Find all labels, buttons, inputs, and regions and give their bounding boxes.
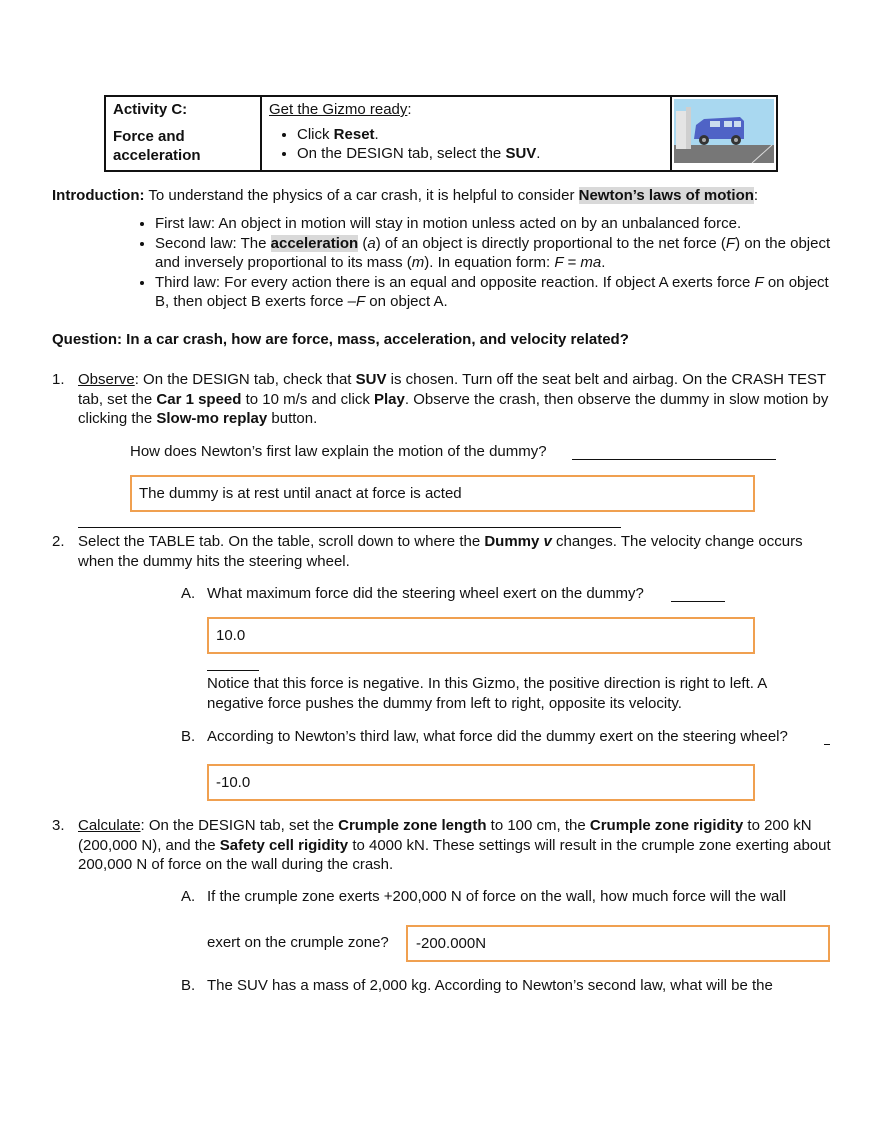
var-m: m [411,254,425,271]
bold: Slow-mo replay [156,410,268,427]
second-law [155,234,831,273]
question-text: Question: In a car crash, how are force, mass, acceleration, and velocity related? [52,331,629,348]
third-law [155,273,831,312]
activity-header-table [104,95,778,172]
activity-label: Activity C: [113,101,188,118]
law-text: ) of an object is directly proportional to the net force ( [375,234,726,252]
answer-underline [671,601,725,602]
var-f: F [754,273,764,291]
text: : On the DESIGN tab, set the [140,817,339,834]
q2b-answer-field[interactable]: -10.0 [207,764,755,801]
law-text: ) on the object and inversely proportional to its mass ( [155,234,831,271]
q3a-prompt-cont: exert on the crumple zone? [207,934,389,951]
step-text: On the DESIGN tab, select the [297,145,506,162]
answer-underline [572,459,776,460]
activity-title-cell [105,96,261,171]
text: Select the TABLE tab. On the table, scroll down to where the [78,533,485,550]
q3-label: Calculate [78,817,141,834]
answer-underline [78,527,621,528]
q3b-letter: B. [181,977,196,994]
intro-label: Introduction: [52,187,145,204]
q1-label: Observe [78,371,135,388]
q2b-prompt: According to Newton’s third law, what force did the dummy exert on the steering wheel? [207,728,788,745]
q2-number: 2. [52,533,65,550]
text: to 4000 kN. These settings will result in the crumple zone exerting about 200,000 N of force on the wall during the crash. [78,836,831,873]
law-text: on object A. [365,293,448,310]
law-text: Second law: The [155,234,271,252]
q3a-answer-field[interactable]: -200.000N [406,925,830,962]
colon: : [407,101,412,118]
q2a-prompt: What maximum force did the steering wheel exert on the dummy? [207,585,644,602]
suv-crash-image [674,99,774,163]
bold: Safety cell rigidity [219,836,349,854]
main-question [52,330,629,350]
newton-laws-list [131,214,831,312]
step-text: . [374,126,379,143]
bold-italic: v [543,533,552,550]
gizmo-ready-title: Get the Gizmo ready [269,101,408,118]
bold: Dummy [484,533,544,550]
law-text: Third law: For every action there is an equal and opposite reaction. If object A exerts force [155,273,755,291]
q3a-letter: A. [181,888,196,905]
law-text: on object B, then object B exerts force [155,273,829,310]
gizmo-ready-steps [269,125,663,163]
q2-note: Notice that this force is negative. In this Gizmo, the positive direction is right to left. A negative force pushes the dummy from left to right, opposite its velocity. [207,675,767,712]
q2a-answer-field[interactable]: 10.0 [207,617,755,654]
law-text: First law: An object in motion will stay in motion unless acted on by an unbalanced force. [155,215,742,232]
law-highlight: acceleration [270,234,359,252]
gizmo-image-cell [671,96,777,171]
step-text: . [536,145,541,162]
bold: Crumple zone rigidity [589,817,744,834]
intro-end: : [753,187,759,204]
bold: Car 1 speed [156,390,242,408]
var-a: a [367,234,376,252]
equation: F = ma [554,254,602,271]
text: changes. The velocity change occurs when the dummy hits the steering wheel. [78,533,803,570]
introduction [52,186,852,206]
answer-underline [207,670,259,671]
q2-instructions [78,532,808,571]
q2a-letter: A. [181,585,196,602]
bold: Play [374,390,405,408]
law-text: ). In equation form: [424,254,555,271]
q2b-letter: B. [181,728,196,745]
var-f: F [725,234,736,252]
law-text: ( [358,234,368,252]
step-text: Click [297,126,334,143]
step-select-suv [297,144,663,163]
text: is chosen. Turn off the seat belt and airbag. On the CRASH TEST tab, set the [78,371,826,408]
text: to 200 kN (200,000 N), and the [78,817,812,854]
text: to 10 m/s and click [241,390,374,408]
answer-underline [824,744,830,745]
intro-text: To understand the physics of a car crash, it is helpful to consider [144,187,579,204]
activity-topic: Force and acceleration [113,128,201,164]
gizmo-ready-cell [261,96,671,171]
q3-number: 3. [52,817,65,834]
step-reset [297,125,663,144]
step-bold: SUV [505,145,537,162]
bold: SUV [355,371,387,388]
q3b-prompt: The SUV has a mass of 2,000 kg. According to Newton’s second law, what will be the [207,977,773,994]
q1-answer-field[interactable]: The dummy is at rest until anact at force is acted [130,475,755,512]
q1-number: 1. [52,371,65,388]
var-neg-f: –F [347,293,366,310]
text: button. [267,410,318,427]
step-bold: Reset [333,126,375,143]
first-law [155,214,831,234]
intro-highlight: Newton’s laws of motion [578,187,754,204]
q3-instructions [78,816,833,875]
bold: Crumple zone length [338,817,487,834]
text: to 100 cm, the [486,817,590,834]
text: : On the DESIGN tab, check that [134,371,356,388]
law-text: . [601,254,606,271]
text: . Observe the crash, then observe the dummy in slow motion by clicking the [78,390,829,427]
q1-instructions [78,370,830,429]
q3a-prompt: If the crumple zone exerts +200,000 N of force on the wall, how much force will the wall [207,888,787,905]
q1-prompt: How does Newton’s first law explain the motion of the dummy? [130,443,547,460]
